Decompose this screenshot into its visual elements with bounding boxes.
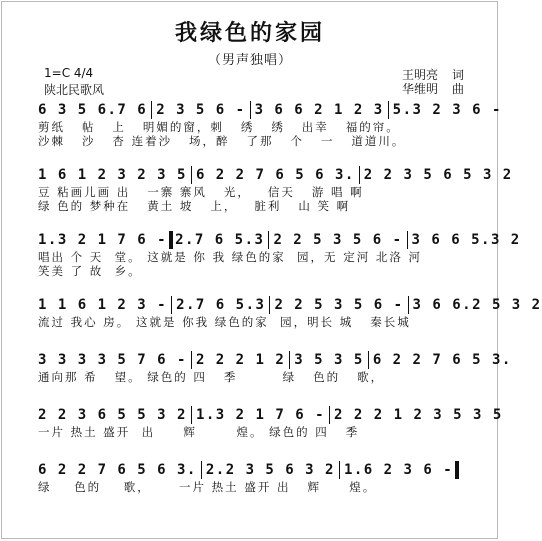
measure: 2.7 6 5.3 (176, 297, 266, 313)
score-line (38, 230, 521, 278)
score-line (38, 165, 513, 213)
score-line (38, 405, 503, 439)
style-note: 陕北民歌风 (44, 83, 105, 97)
lyric-verse-2: 绿 色的 梦种在 黄土 坡 上， 脏利 山 笑 啊 (38, 199, 351, 213)
score-line (38, 100, 502, 148)
measure: 3 3 3 3 5 7 6 - (38, 352, 187, 368)
lyric-verse-1: 豆 粘画儿画 出 一寨 寨风 光， 信天 游 唱 啊 (38, 185, 364, 199)
song-title: 我绿色的家园 (174, 20, 325, 46)
lyricist-name: 王明亮 (401, 68, 438, 82)
lyricist-role: 词 (451, 68, 464, 82)
measure: 1 1 6 1 2 3 - (38, 297, 168, 313)
lyric-verse-1: 通向那 希 望。 绿色的 四 季 绿 色的 歌， (38, 370, 385, 384)
measure: 2.2 3 5 6 3 2 (205, 462, 335, 478)
measure: 6 2 2 7 6 5 6 3. (38, 462, 197, 478)
measure: 6 3 5 6.7 6 (38, 102, 148, 118)
song-subtitle: （男声独唱） (207, 53, 292, 68)
measure: 2 2 5 3 5 6 - (273, 232, 403, 248)
measure: 2 2 2 1 2 (195, 352, 286, 368)
key-signature: 1=C 4/4 (44, 66, 94, 80)
measure: 3 6 6 5.3 2 (411, 232, 521, 248)
measure: 1.3 2 1 7 6 - (38, 232, 168, 248)
measure: 1 6 1 2 3 2 3 5 (38, 167, 187, 183)
lyric-verse-1: 流过 我心 房。 这就是 你我 绿色的家 园，明长 城 秦长城 (38, 315, 411, 329)
composer-name: 华维明 (401, 82, 438, 96)
notation-row (38, 350, 512, 370)
notation-row (38, 165, 513, 185)
notation-row (38, 100, 502, 120)
lyric-verse-2: 笑美 了 故 乡。 (38, 264, 142, 278)
score-line (38, 350, 512, 384)
score-line (38, 460, 478, 494)
measure: 2 3 5 6 - (156, 102, 246, 118)
measure: 3 6 6.2 5 3 2 (412, 297, 542, 313)
lyric-verse-1: 一片 热土 盛开 出 辉 煌。 绿色的 四 季 (38, 425, 360, 439)
measure: 2 2 5 3 5 6 - (274, 297, 404, 313)
notation-row (38, 405, 503, 425)
lyric-verse-1: 绿 色的 歌， 一片 热土 盛开 出 辉 煌。 (38, 480, 377, 494)
measure: 5.3 2 3 6 - (392, 102, 502, 118)
measure: 3 5 3 5 (294, 352, 364, 368)
composer-role: 曲 (451, 82, 464, 96)
measure: 6 2 2 7 6 5 6 3. (195, 167, 355, 183)
composer-credit (402, 80, 464, 97)
lyric-verse-1: 唱出 个 天 堂。 这就是 你 我 绿色的家 园，无 定河 北洛 河 (38, 250, 423, 264)
lyric-verse-1: 剪纸 帖 上 明媚的窗，刺 绣 绣 出幸 福的帘。 (38, 120, 400, 134)
notation-row (38, 295, 542, 315)
measure: 6 2 2 7 6 5 3. (372, 352, 512, 368)
measure: 3 6 6 2 1 2 3 (254, 102, 384, 118)
measure: 1.3 2 1 7 6 - (195, 407, 326, 423)
score-line (38, 295, 542, 329)
measure: 2 2 3 6 5 5 3 2 (38, 407, 187, 423)
lyric-verse-2: 沙棘 沙 杏 连着沙 场，醉 了那 个 一 道道川。 (38, 134, 406, 148)
measure: 2.7 6 5.3 (175, 232, 265, 248)
measure: 2 2 3 5 6 5 3 2 (363, 167, 513, 183)
measure: 1.6 2 3 6 - (343, 462, 454, 478)
measure: 2 2 2 1 2 3 5 3 5 (334, 407, 503, 423)
notation-row (38, 230, 521, 250)
notation-row (38, 460, 478, 480)
